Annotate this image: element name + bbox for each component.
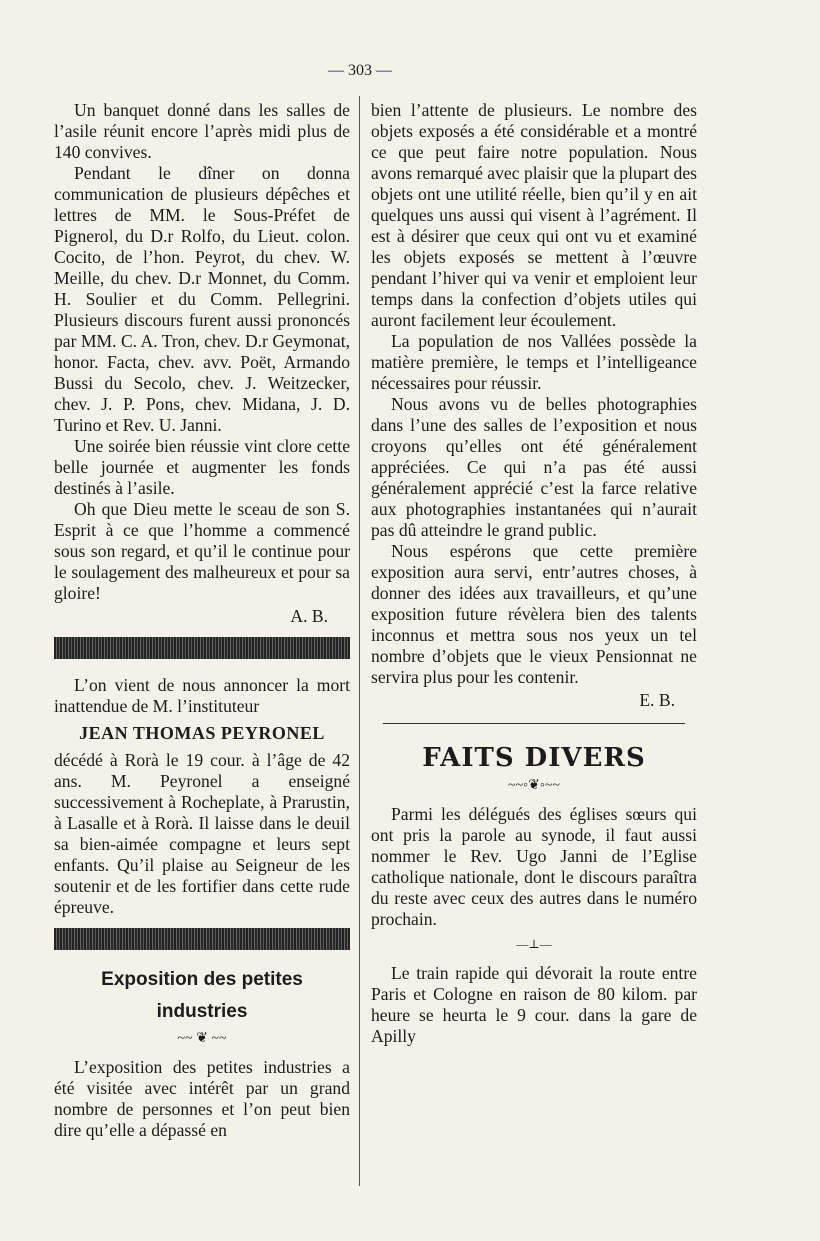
faits-ornament-icon: ~~◦❦◦~~	[508, 778, 560, 793]
paragraph-banquet: Un banquet donné dans les salles de l’asile réunit encore l’après midi plus de 140 convives.	[54, 100, 350, 162]
flourish-ornament-icon: ~~ ❦ ~~	[177, 1031, 227, 1046]
paragraph-diner: Pendant le dîner on donna communication de plusieurs dépêches et lettres de MM. le Sous-Préfet de Pignerol, du D.r Rolfo, du Lieut. colon. Cocito, de l’hon. Peyrot, du chev. W. Meille, du chev. D.r Monnet, du Comm. H. Soulier et du Comm. Pellegrini. Plusieurs discours furent aussi prononcés par MM. C. A. Tron, chev. D.r Geymonat, honor. Facta, chev. avv. Poët, Armando Bussi du Secolo, chev. J. Weitzecker, chev. J. P. Pons, chev. Midana, J. D. Turino et Rev. U. Janni.	[54, 163, 350, 435]
horizontal-rule	[383, 723, 685, 724]
paragraph-exposition: L’exposition des petites industries a été visitée avec intérêt par un grand nombre de personnes et l’on peut bien dire qu’elle a dépassé en	[54, 1057, 350, 1140]
paragraph-train: Le train rapide qui dévorait la route entre Paris et Cologne en raison de 80 kilom. par heure se heurta le 9 cour. dans la gare de Apilly	[371, 963, 697, 1046]
deceased-name: JEAN THOMAS PEYRONEL	[79, 723, 325, 743]
paragraph-dieu: Oh que Dieu mette le sceau de son S. Esprit à ce que l’homme a commencé sous son regard, et qu’il le continue pour le soulagement des malheureux et pour sa gloire!	[54, 499, 350, 603]
page-number: — 303 —	[328, 62, 392, 79]
signature-ab: A. B.	[290, 606, 328, 626]
left-column	[54, 100, 350, 1141]
right-column	[371, 100, 697, 1047]
column-divider	[359, 96, 360, 1186]
faits-divers-title: FAITS DIVERS	[422, 743, 646, 773]
paragraph-population: La population de nos Vallées possède la matière première, le temps et l’intelligeance nécessaires pour réussir.	[371, 331, 697, 393]
paragraph-photos: Nous avons vu de belles photographies dans l’une des salles de l’exposition et nous croyons qu’elles ont été généralement appréciées. Ce qui n’a pas été aussi généralement apprécié c’est la farce relative aux photographies instantanées qui n’aurait pas dû atteindre le grand public.	[371, 394, 697, 540]
mourning-separator-bar	[54, 637, 350, 659]
exposition-title-line-1: Exposition des petites	[101, 969, 303, 990]
item-separator-icon: —⊥—	[516, 937, 552, 951]
paragraph-delegues: Parmi les délégués des églises sœurs qui ont pris la parole au synode, il faut aussi nommer le Rev. Ugo Janni de l’Eglise catholique nationale, dont le discours paraîtra du reste avec ceux des autres dans le numéro prochain.	[371, 804, 697, 929]
paragraph-esperons: Nous espérons que cette première exposition aura servi, entr’autres choses, à donner des idées aux travailleurs, et qu’une exposition future révèlera bien des talents inconnus et mettra sous nos yeux un tel nombre d’objets que le vieux Pensionnat ne servira plus pour les contenir.	[371, 541, 697, 687]
signature-eb: E. B.	[639, 690, 675, 710]
paragraph-deces: décédé à Rorà le 19 cour. à l’âge de 42 ans. M. Peyronel a enseigné successivement à Rocheplate, à Prarustin, à Lasalle et à Rorà. Il laisse dans le deuil sa bien-aimée compagne et leurs sept enfants. Qu’il plaise au Seigneur de les soutenir et de les fortifier dans cette rude épreuve.	[54, 750, 350, 917]
paragraph-annonce: L’on vient de nous annoncer la mort inattendue de M. l’instituteur	[54, 675, 350, 716]
paragraph-soiree: Une soirée bien réussie vint clore cette belle journée et augmenter les fonds destinés à l’asile.	[54, 436, 350, 498]
section-separator-bar	[54, 928, 350, 950]
paragraph-attente: bien l’attente de plusieurs. Le nombre des objets exposés a été considérable et a montré ce que peut faire notre population. Nous avons remarqué avec plaisir que la plupart des objets ont une utilité réelle, bien qu’il y en ait quelques uns aussi qui visent à l’agrément. Il est à désirer que ceux qui ont vu et examiné les objets exposés se mettent à l’œuvre pendant l’hiver qui va venir et emploient leur temps dans la confection d’objets utiles qui auront facilement leur écoulement.	[371, 100, 697, 330]
exposition-title-line-2: industries	[156, 1001, 248, 1022]
